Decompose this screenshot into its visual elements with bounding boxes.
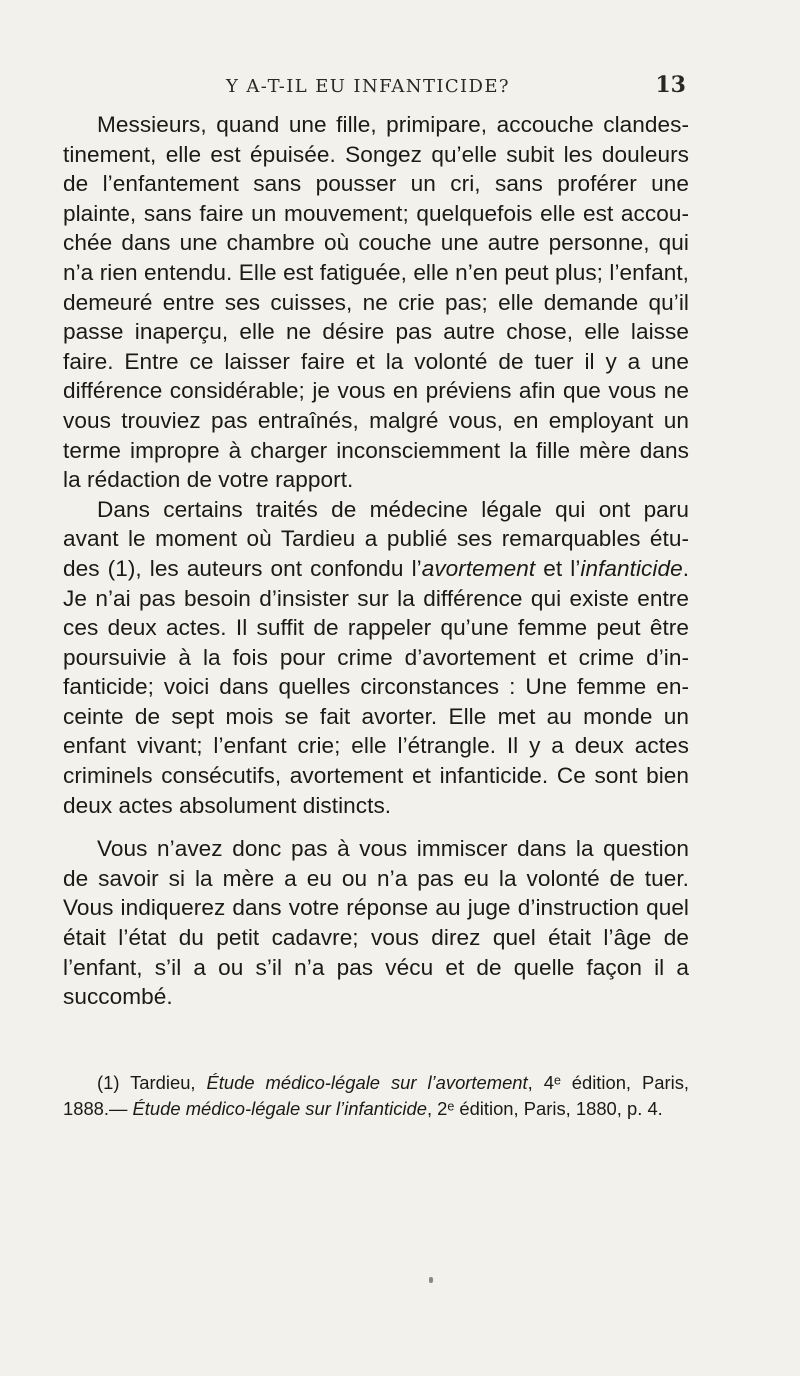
paragraph-2-text: Dans certains traités de médecine légale qui ont paru avant le moment où Tardieu a publié ses remarquables études	[63, 496, 689, 581]
paragraph-2	[63, 495, 689, 821]
term-infanticide: infanticide	[580, 555, 683, 581]
paragraph-2-text: , les auteurs ont confondu	[135, 555, 412, 581]
running-title: Y A-T-IL EU INFANTICIDE?	[226, 76, 510, 97]
page-number: 13	[655, 72, 686, 98]
footnote-author: Tardieu,	[119, 1072, 207, 1093]
footnote-title-2: Étude médico-légale sur l’infanticide	[132, 1098, 427, 1119]
term-avortement: avortement	[421, 555, 536, 581]
article: l’	[411, 555, 422, 581]
article: l’	[570, 555, 581, 581]
footnote-edition-1: , 4ᵉ édition, Paris, 1888.—	[63, 1072, 690, 1119]
paragraph-1: Messieurs, quand une fille, primipare, accouche clandestinement, elle est épuisée. Songez qu’elle subit les douleurs de l’enfantement sans pousser un cri, sans proférer une plainte, sans faire un mouvement; quelquefois elle est accouchée dans une chambre où couche une autre personne, qui n’a rien entendu. Elle est fatiguée, elle n’en peut plus; l’enfant, demeuré entre ses cuisses, ne crie pas; elle demande qu’il passe inaperçu, elle ne désire pas autre chose, elle laisse faire. Entre ce laisser faire et la volonté de tuer il y a une différence considérable; je vous en préviens afin que vous ne vous trouviez pas entraînés, malgré vous, en employant un terme impropre à charger inconsciemment la fille mère dans la rédaction de votre rapport.	[63, 112, 689, 493]
footnote-edition-2: , 2ᵉ édition, Paris, 1880, p. 4.	[426, 1098, 663, 1119]
paragraph-3: Vous n’avez donc pas à vous immiscer dans la question de savoir si la mère a eu ou n’a pas eu la volonté de tuer. Vous indiquerez dans votre réponse au juge d’instruction quel était l’état du petit cadavre; vous direz quel était l’âge de l’enfant, s’il a ou s’il n’a pas vécu et de quelle façon il a succombé.	[63, 836, 689, 1010]
conjunction: et	[535, 555, 571, 581]
running-head	[66, 72, 686, 106]
footnote-reference: (1)	[107, 555, 136, 581]
footnote-title-1: Étude médico-légale sur l’avortement	[206, 1072, 528, 1093]
paragraph-2-text: . Je n’ai pas besoin d’insister sur la différence qui existe entre ces deux actes. Il suffit de rappeler qu’une femme peut être poursuivie à la fois pour crime d’avortement et crime d’infanticide; voici dans quelles circonstances : Une femme enceinte de sept mois se fait avorter. Elle met au monde un enfant vivant; l’enfant crie; elle l’étrangle. Il y a deux actes criminels consécutifs, avortement et infanticide. Ce sont bien deux actes absolument distincts.	[63, 555, 690, 818]
paper-speck	[429, 1277, 433, 1283]
footnote-marker: (1)	[97, 1072, 120, 1093]
footnote	[63, 1070, 689, 1122]
body-text	[63, 110, 689, 1012]
